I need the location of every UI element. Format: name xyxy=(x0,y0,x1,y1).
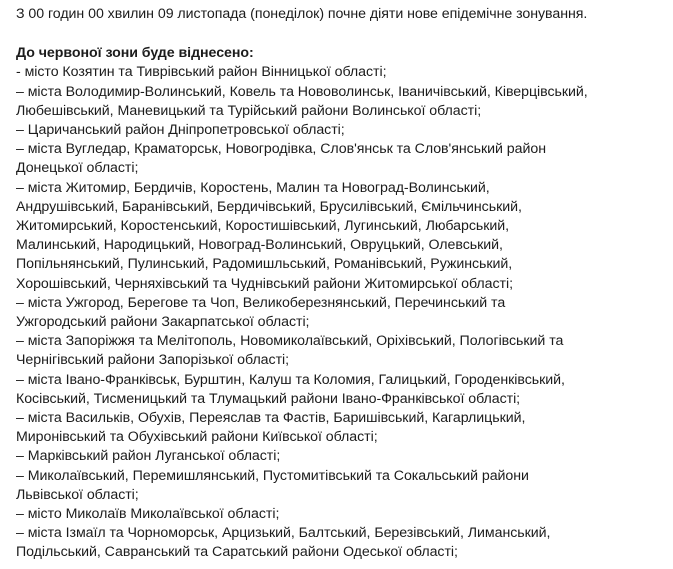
list-item-line: Ужгородський райони Закарпатської області; xyxy=(16,314,310,331)
list-item-line: – міста Вугледар, Краматорськ, Новогродівка, Слов'янськ та Слов'янський район xyxy=(16,141,546,158)
list-item-line: – Миколаївський, Перемишлянський, Пустомитівський та Сокальський райони xyxy=(16,467,529,484)
list-item-line: Попільнянський, Пулинський, Радомишльський, Романівський, Ружинський, xyxy=(16,256,513,273)
list-item xyxy=(16,332,667,370)
list-item xyxy=(16,371,667,409)
list-item xyxy=(16,467,667,505)
list-item xyxy=(16,83,667,121)
list-item xyxy=(16,294,667,332)
list-item-line: Хорошівський, Черняхівський та Чуднівський райони Житомирської області; xyxy=(16,275,513,292)
section-heading-red-zone: До червоної зони буде віднесено: xyxy=(16,45,254,62)
list-item xyxy=(16,179,667,294)
list-item-line: Миронівський та Обухівський райони Київської області; xyxy=(16,429,378,446)
list-item xyxy=(16,63,667,82)
list-item-line: Подільський, Савранський та Саратський райони Одеської області; xyxy=(16,544,458,561)
list-item-line: – міста Запоріжжя та Мелітополь, Новомиколаївський, Оріхівський, Пологівський та xyxy=(16,333,564,350)
list-item-line: – міста Івано-Франківськ, Бурштин, Калуш та Коломия, Галицький, Городенківський, xyxy=(16,371,565,388)
list-item-line: – міста Володимир-Волинський, Ковель та Нововолинськ, Іваничівський, Ківерцівський, xyxy=(16,83,588,100)
list-item xyxy=(16,121,667,140)
list-item-line: Малинський, Народицький, Новоград-Волинський, Овруцький, Олевський, xyxy=(16,237,503,254)
list-item xyxy=(16,140,667,178)
list-item-line: Косівський, Тисменицький та Тлумацький райони Івано-Франківської області; xyxy=(16,390,521,407)
list-item-line: – міста Ужгород, Берегове та Чоп, Великоберезнянський, Перечинський та xyxy=(16,294,506,311)
list-item xyxy=(16,447,667,466)
intro-text: З 00 годин 00 хвилин 09 листопада (понеділок) почне діяти нове епідемічне зонування. xyxy=(16,6,588,22)
list-item xyxy=(16,409,667,447)
list-item-line: - місто Козятин та Тиврівський район Вінницької області; xyxy=(16,64,387,81)
list-item-line: – Царичанський район Дніпропетровської області; xyxy=(16,122,345,139)
list-item-line: Чернігівський райони Запорізької області; xyxy=(16,352,290,369)
list-item-line: Андрушівський, Баранівський, Бердичівський, Брусилівський, Ємільчинський, xyxy=(16,198,522,215)
list-item xyxy=(16,524,667,562)
list-item-line: – Марківський район Луганської області; xyxy=(16,448,281,465)
red-zone-list xyxy=(16,63,667,562)
list-item-line: – місто Миколаїв Миколаївської області; xyxy=(16,506,280,523)
list-item-line: Любешівський, Маневицький та Турійський райони Волинської області; xyxy=(16,102,482,119)
list-item-line: Житомирський, Коростенський, Коростишівський, Лугинський, Любарський, xyxy=(16,218,510,235)
list-item-line: – міста Житомир, Бердичів, Коростень, Малин та Новоград-Волинський, xyxy=(16,179,490,196)
list-item-line: Львівської області; xyxy=(16,486,139,503)
list-item-line: – міста Васильків, Обухів, Переяслав та Фастів, Баришівський, Кагарлицький, xyxy=(16,410,526,427)
list-item-line: Донецької області; xyxy=(16,160,139,177)
list-item-line: – міста Ізмаїл та Чорноморськ, Арцизький, Балтський, Березівський, Лиманський, xyxy=(16,525,551,542)
list-item xyxy=(16,505,667,524)
